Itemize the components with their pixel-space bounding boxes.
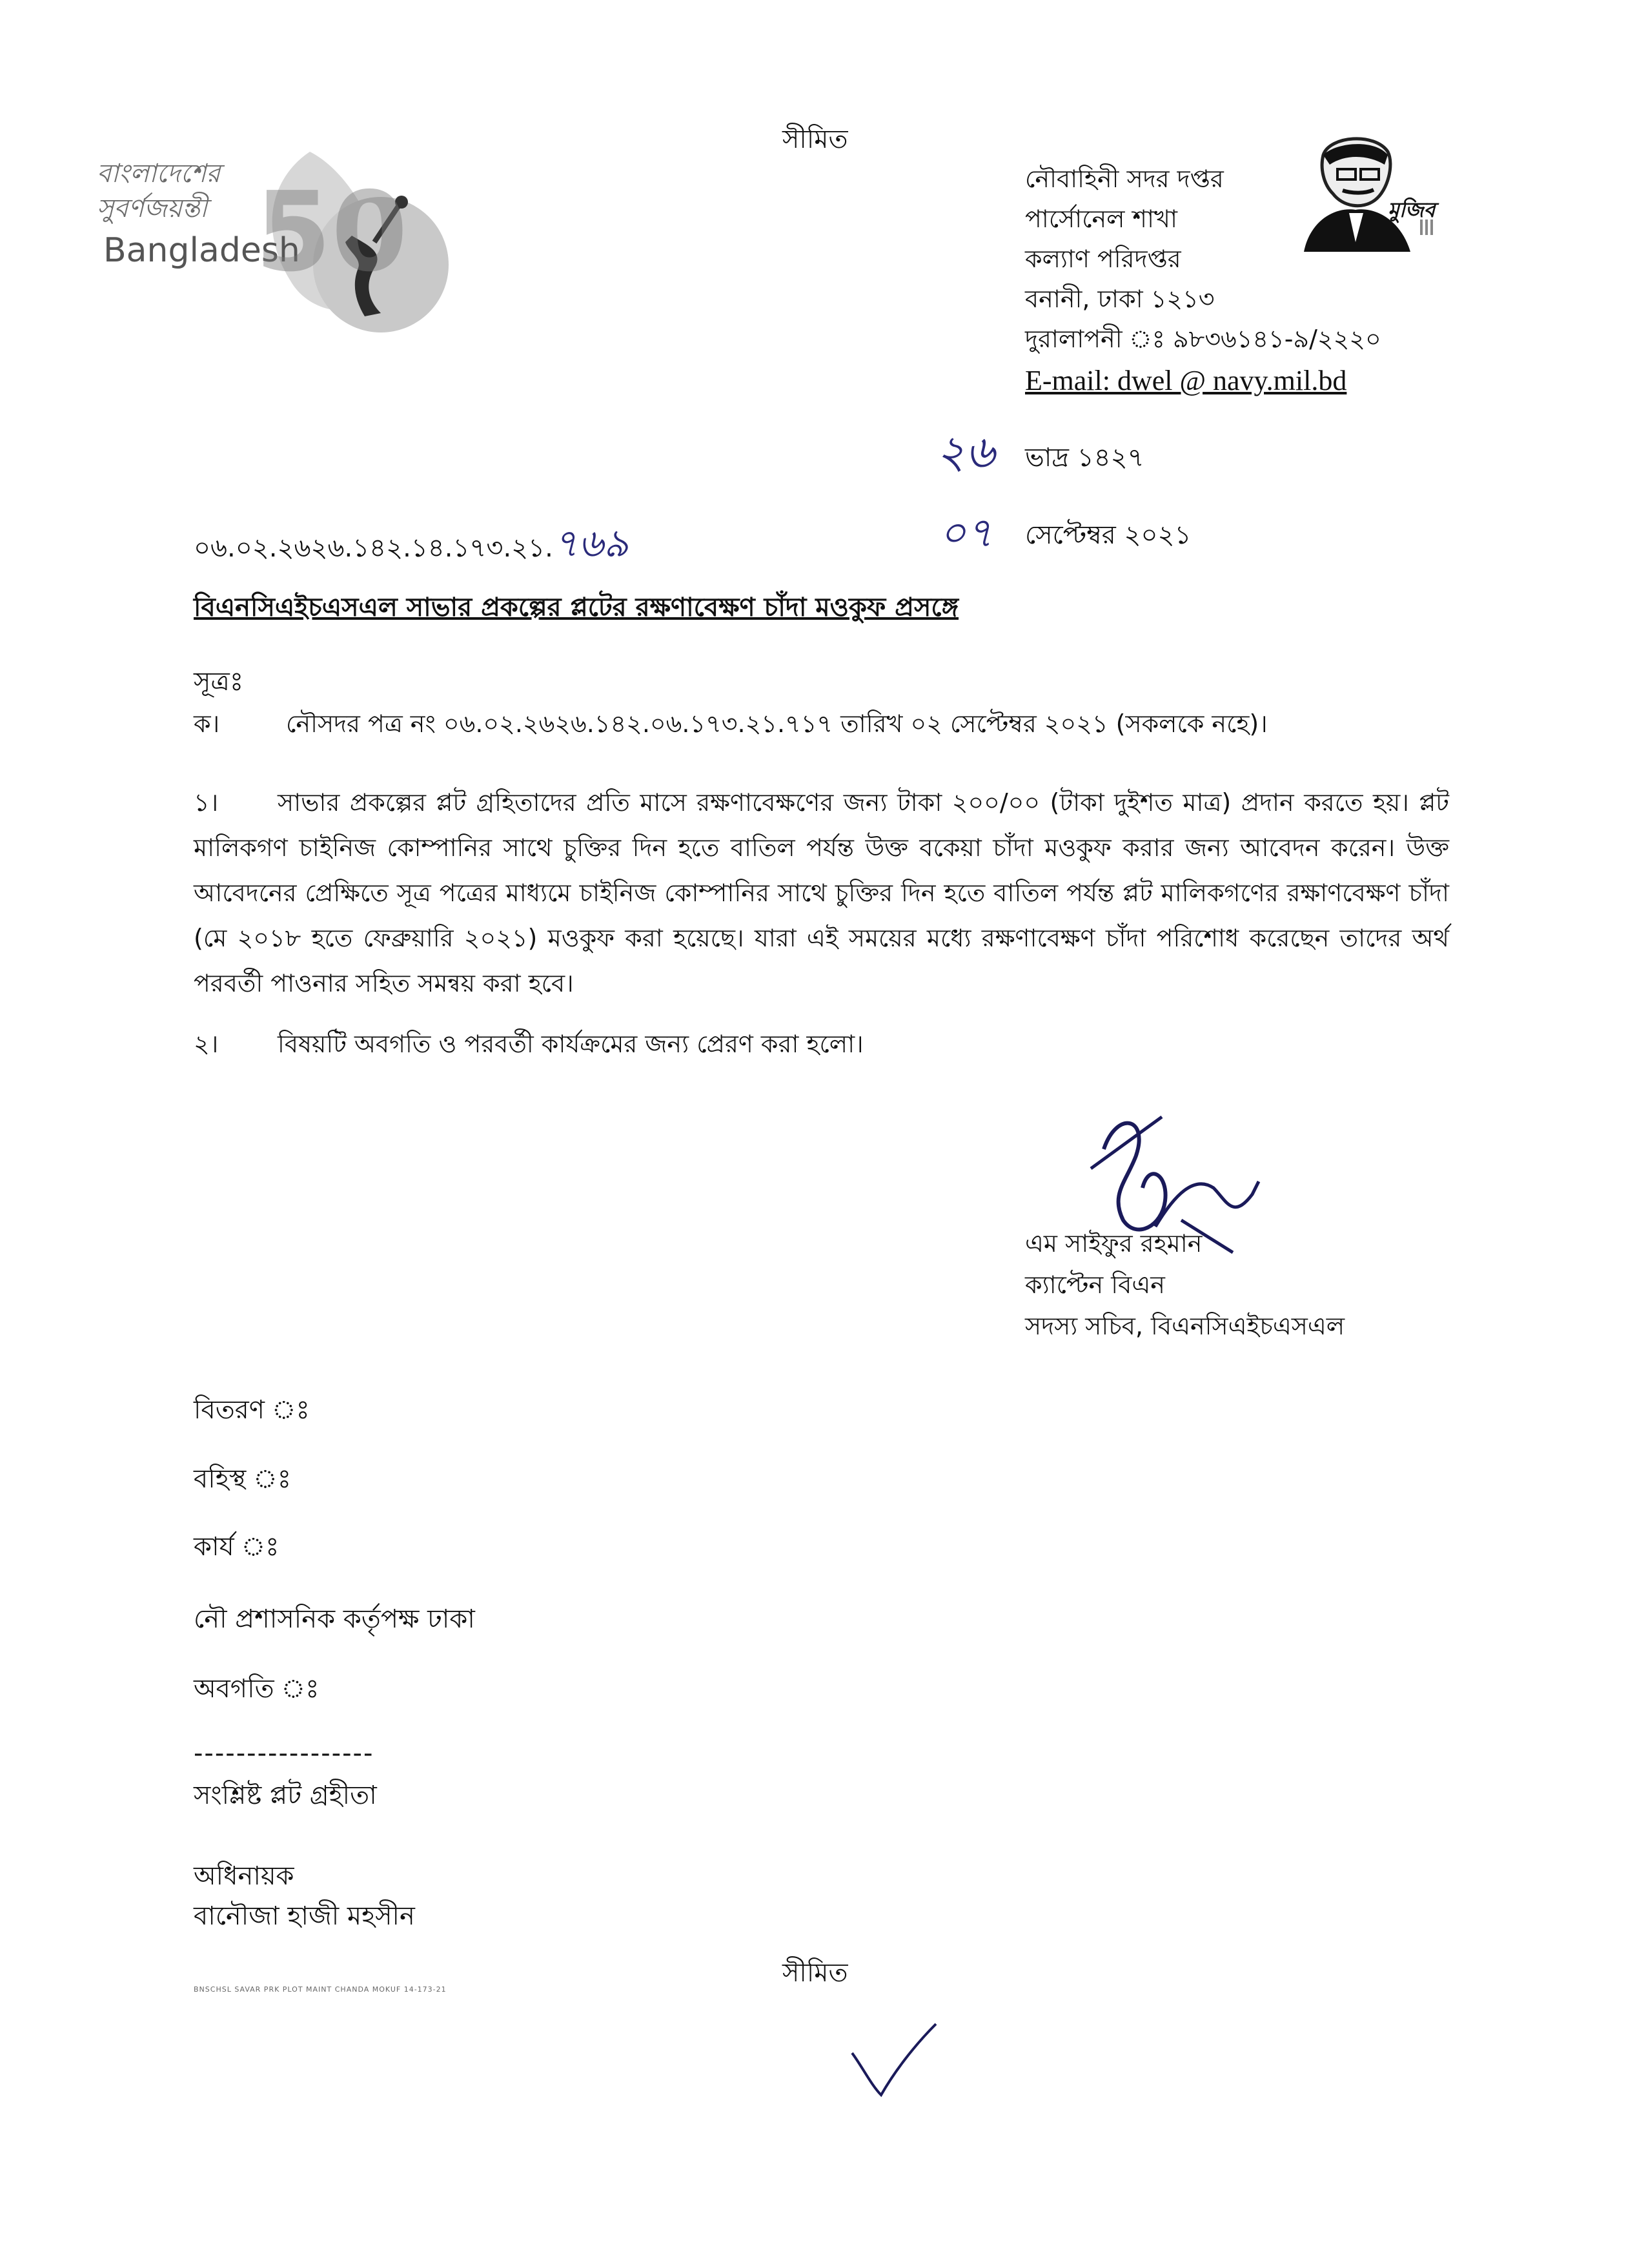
header-line-1: নৌবাহিনী সদর দপ্তর <box>1025 165 1224 193</box>
signatory-rank: ক্যাপ্টেন বিএন <box>1025 1271 1165 1299</box>
distribution-heading: বিতরণ ঃ <box>194 1395 310 1425</box>
distribution-action: কার্য ঃ <box>194 1532 279 1562</box>
portrait-label: মুজিব <box>1388 198 1436 222</box>
paragraph-2-text: বিষয়টি অবগতি ও পরবর্তী কার্যক্রমের জন্য প্রেরণ করা হলো। <box>278 1030 864 1058</box>
distribution-info-recipient: সংশ্লিষ্ট প্লট গ্রহীতা <box>194 1781 377 1810</box>
source-text: নৌসদর পত্র নং ০৬.০২.২৬২৬.১৪২.০৬.১৭৩.২১.৭১৭ তারিখ ০২ সেপ্টেম্বর ২০২১ (সকলকে নহে)। <box>286 710 1268 738</box>
date-english-month-year: সেপ্টেম্বর ২০২১ <box>1025 520 1192 550</box>
commander-title: অধিনায়ক <box>194 1861 294 1891</box>
jubilee-logo <box>97 139 471 332</box>
signatory-designation: সদস্য সচিব, বিএনসিএইচএসএল <box>1025 1312 1345 1340</box>
footer-code: BNSCHSL SAVAR PRK PLOT MAINT CHANDA MOKUF 14-173-21 <box>194 1985 447 1994</box>
logo-script-line1: বাংলাদেশের <box>97 159 221 189</box>
header-line-5: দুরালাপনী ঃ ৯৮৩৬১৪১-৯/২২২০ <box>1025 325 1381 353</box>
sources-heading: সূত্রঃ <box>194 667 244 697</box>
distribution-action-recipient: নৌ প্রশাসনিক কর্তৃপক্ষ ঢাকা <box>194 1604 475 1634</box>
source-marker: ক। <box>194 710 220 738</box>
paragraph-1 <box>194 780 1449 1006</box>
paragraph-1-text: সাভার প্রকল্পের প্লট গ্রহিতাদের প্রতি মাসে রক্ষণাবেক্ষণের জন্য টাকা ২০০/০০ (টাকা দুইশত মাত্র) প্রদান করতে হয়। প্লট মালিকগণ চাইনিজ কোম্পানির সাথে চুক্তির দিন হতে বাতিল পর্যন্ত উক্ত বকেয়া চাঁদা মওকুফ করার জন্য আবেদন করেন। উক্ত আবেদনের প্রেক্ষিতে সূত্র পত্রের মাধ্যমে চাইনিজ কোম্পানির সাথে চুক্তির দিন হতে বাতিল পর্যন্ত প্লট মালিকগণের রক্ষাণবেক্ষণ চাঁদা (মে ২০১৮ হতে ফেব্রুয়ারি ২০২১) মওকুফ করা হয়েছে। যারা এই সময়ের মধ্যে রক্ষণাবেক্ষণ চাঁদা পরিশোধ করেছেন তাদের অর্থ পরবর্তী পাওনার সহিত সমন্বয় করা হবে। <box>194 788 1449 997</box>
date-english-day: ০৭ <box>939 509 993 557</box>
date-bangla-month-year: ভাদ্র ১৪২৭ <box>1025 443 1144 473</box>
date-bangla-day: ২৬ <box>936 425 995 478</box>
commander-unit: বানৌজা হাজী মহসীন <box>194 1901 415 1931</box>
reference-printed: ০৬.০২.২৬২৬.১৪২.১৪.১৭৩.২১. <box>194 533 553 563</box>
classification-top: সীমিত <box>782 125 848 154</box>
checkmark-icon <box>846 2021 942 2105</box>
subject-line: বিএনসিএইচএসএল সাভার প্রকল্পের প্লটের রক্ষণাবেক্ষণ চাঁদা মওকুফ প্রসঙ্গে <box>194 593 959 622</box>
reference-handwritten: ৭৬৯ <box>553 521 629 566</box>
logo-script-line2: সুবর্ণজয়ন্তী <box>97 194 208 223</box>
logo-country: Bangladesh <box>103 231 300 270</box>
distribution-dashes: ----------------- <box>194 1739 374 1768</box>
distribution-external: বহিস্থ ঃ <box>194 1464 292 1494</box>
header-line-2: পার্সোনেল শাখা <box>1025 205 1178 233</box>
signatory-name: এম সাইফুর রহমান <box>1025 1229 1203 1258</box>
paragraph-2-marker: ২। <box>194 1030 219 1058</box>
portrait-emblem <box>1291 129 1446 252</box>
reference-number <box>194 518 629 569</box>
paragraph-1-marker: ১। <box>194 788 219 817</box>
paragraph-2 <box>194 1021 1449 1067</box>
distribution-info: অবগতি ঃ <box>194 1674 320 1704</box>
classification-bottom: সীমিত <box>782 1958 848 1988</box>
checkmark-stroke <box>846 2021 942 2105</box>
portrait-image <box>1291 129 1446 252</box>
header-line-4: বনানী, ঢাকা ১২১৩ <box>1025 285 1215 313</box>
header-email: E-mail: dwel @ navy.mil.bd <box>1025 365 1347 396</box>
header-line-3: কল্যাণ পরিদপ্তর <box>1025 245 1181 273</box>
logo-number: 50 <box>255 169 408 296</box>
